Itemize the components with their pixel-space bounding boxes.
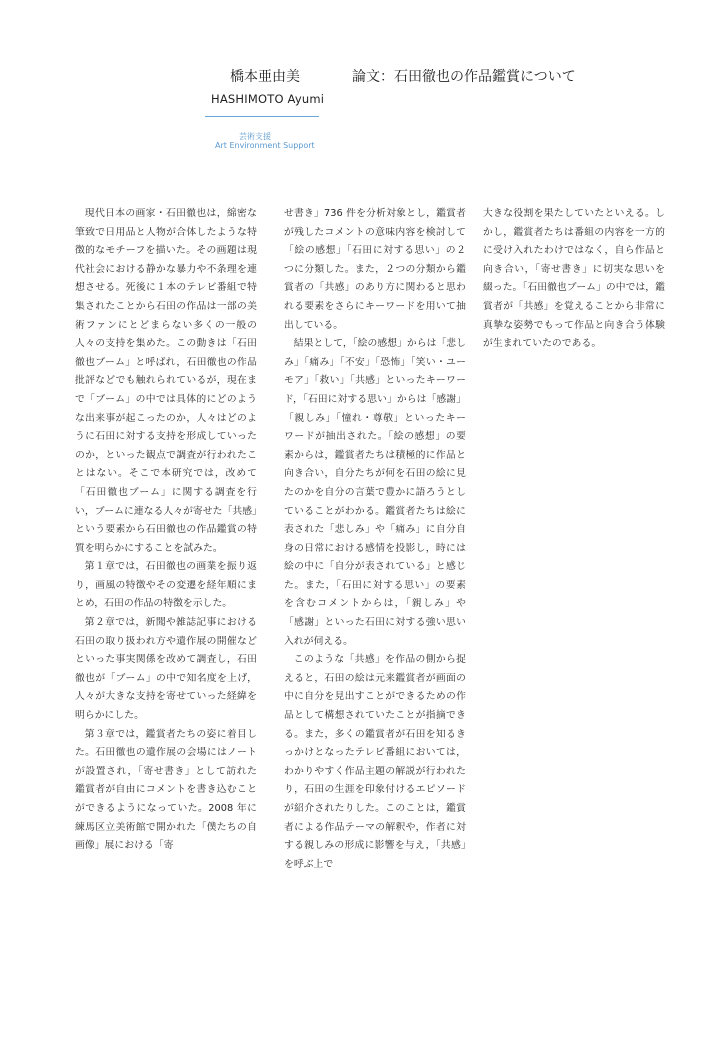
paragraph: せ書き」736 件を分析対象とし，鑑賞者が残したコメントの意味内容を検討して「絵の感想」「石田に対する思い」の２つに分類した。また，２つの分類から鑑賞者の「共感」のあり方に関わると思われる要素をさらにキーワードを用いて抽出している。: [284, 208, 466, 331]
paragraph: 第３章では，鑑賞者たちの姿に着目した。石田徹也の遺作展の会場にはノートが設置され，「寄せ書き」として訪れた鑑賞者が自由にコメントを書き込むことができるようになっていた。2008 年に練馬区立美術館で開かれた「僕たちの自画像」展における「寄: [75, 728, 257, 852]
header-divider: [205, 116, 319, 117]
paragraph: 結果として，「絵の感想」からは「悲しみ」「痛み」「不安」「恐怖」「笑い・ユーモア」「救い」「共感」といったキーワード，「石田に対する思い」からは「感謝」「親しみ」「憧れ・尊敬」といったキーワードが抽出された。「絵の感想」の要素からは，鑑賞者たちは積極的に作品と向き合い，自分たちが何を石田の絵に見たのかを自分の言葉で豊かに語ろうとしていることがわかる。鑑賞者たちは絵に表された「悲しみ」や「痛み」に自分自身の日常における感情を投影し，時には絵の中に「自分が表されている」と感じた。また，「石田に対する思い」の要素を含むコメントからは，「親しみ」や「感謝」といった石田に対する強い思い入れが伺える。: [284, 338, 466, 647]
paragraph: 第２章では，新聞や雑誌記事における石田の取り扱われ方や遺作展の開催などといった事実関係を改めて調査し，石田徹也が「ブーム」の中で知名度を上げ，人々が大きな支持を寄せていった経緯を明らかにした。: [75, 617, 257, 722]
department-jp: 芸術支援: [239, 132, 271, 141]
department-en: Art Environment Support: [215, 141, 315, 150]
author-name-en: HASHIMOTO Ayumi: [211, 92, 325, 106]
paragraph: 大きな役割を果たしていたといえる。しかし，鑑賞者たちは番組の内容を一方的に受け入れたわけではなく，自ら作品と向き合い，「寄せ書き」に切実な思いを綴った。「石田徹也ブーム」の中では，鑑賞者が「共感」を覚えることから非常に真摯な姿勢でもって作品と向き合う体験が生まれていたのである。: [483, 208, 665, 350]
paragraph: 現代日本の画家・石田徹也は，綿密な筆致で日用品と人物が合体したような特徴的なモチーフを描いた。その画題は現代社会における静かな暴力や不条理を連想させる。死後に１本のテレビ番組で特集されたことから石田の作品は一部の美術ファンにとどまらない多くの一般の人々の支持を集めた。この動きは「石田徹也ブーム」と呼ばれ，石田徹也の作品批評などでも触れられているが，現在まで「ブーム」の中では具体的にどのような出来事が起こったのか，人々はどのように石田に対する支持を形成していったのか，といった観点で調査が行われたことはない。そこで本研究では，改めて「石田徹也ブーム」に関する調査を行い，ブームに連なる人々が寄せた「共感」という要素から石田徹也の作品鑑賞の特質を明らかにすることを試みた。: [75, 208, 257, 554]
body-column-1: [75, 205, 257, 856]
author-name-jp: 橋本亜由美: [230, 69, 300, 85]
paragraph: 第１章では，石田徹也の画業を振り返り，画風の特徴やその変遷を経年順にまとめ，石田の作品の特徴を示した。: [75, 561, 257, 610]
body-column-3: [483, 205, 665, 354]
body-column-2: [284, 205, 466, 874]
paragraph: このような「共感」を作品の側から捉えると，石田の絵は元来鑑賞者が画面の中に自分を見出すことができるための作品として構想されていたことが指摘できる。また，多くの鑑賞者が石田を知るきっかけとなったテレビ番組においては，わかりやすく作品主題の解説が行われたり，石田の生涯を印象付けるエピソードが紹介されたりした。このことは，鑑賞者による作品テーマの解釈や，作者に対する親しみの形成に影響を与え，「共感」を呼ぶ上で: [284, 654, 466, 870]
paper-title: 論文：石田徹也の作品鑑賞について: [352, 69, 576, 85]
